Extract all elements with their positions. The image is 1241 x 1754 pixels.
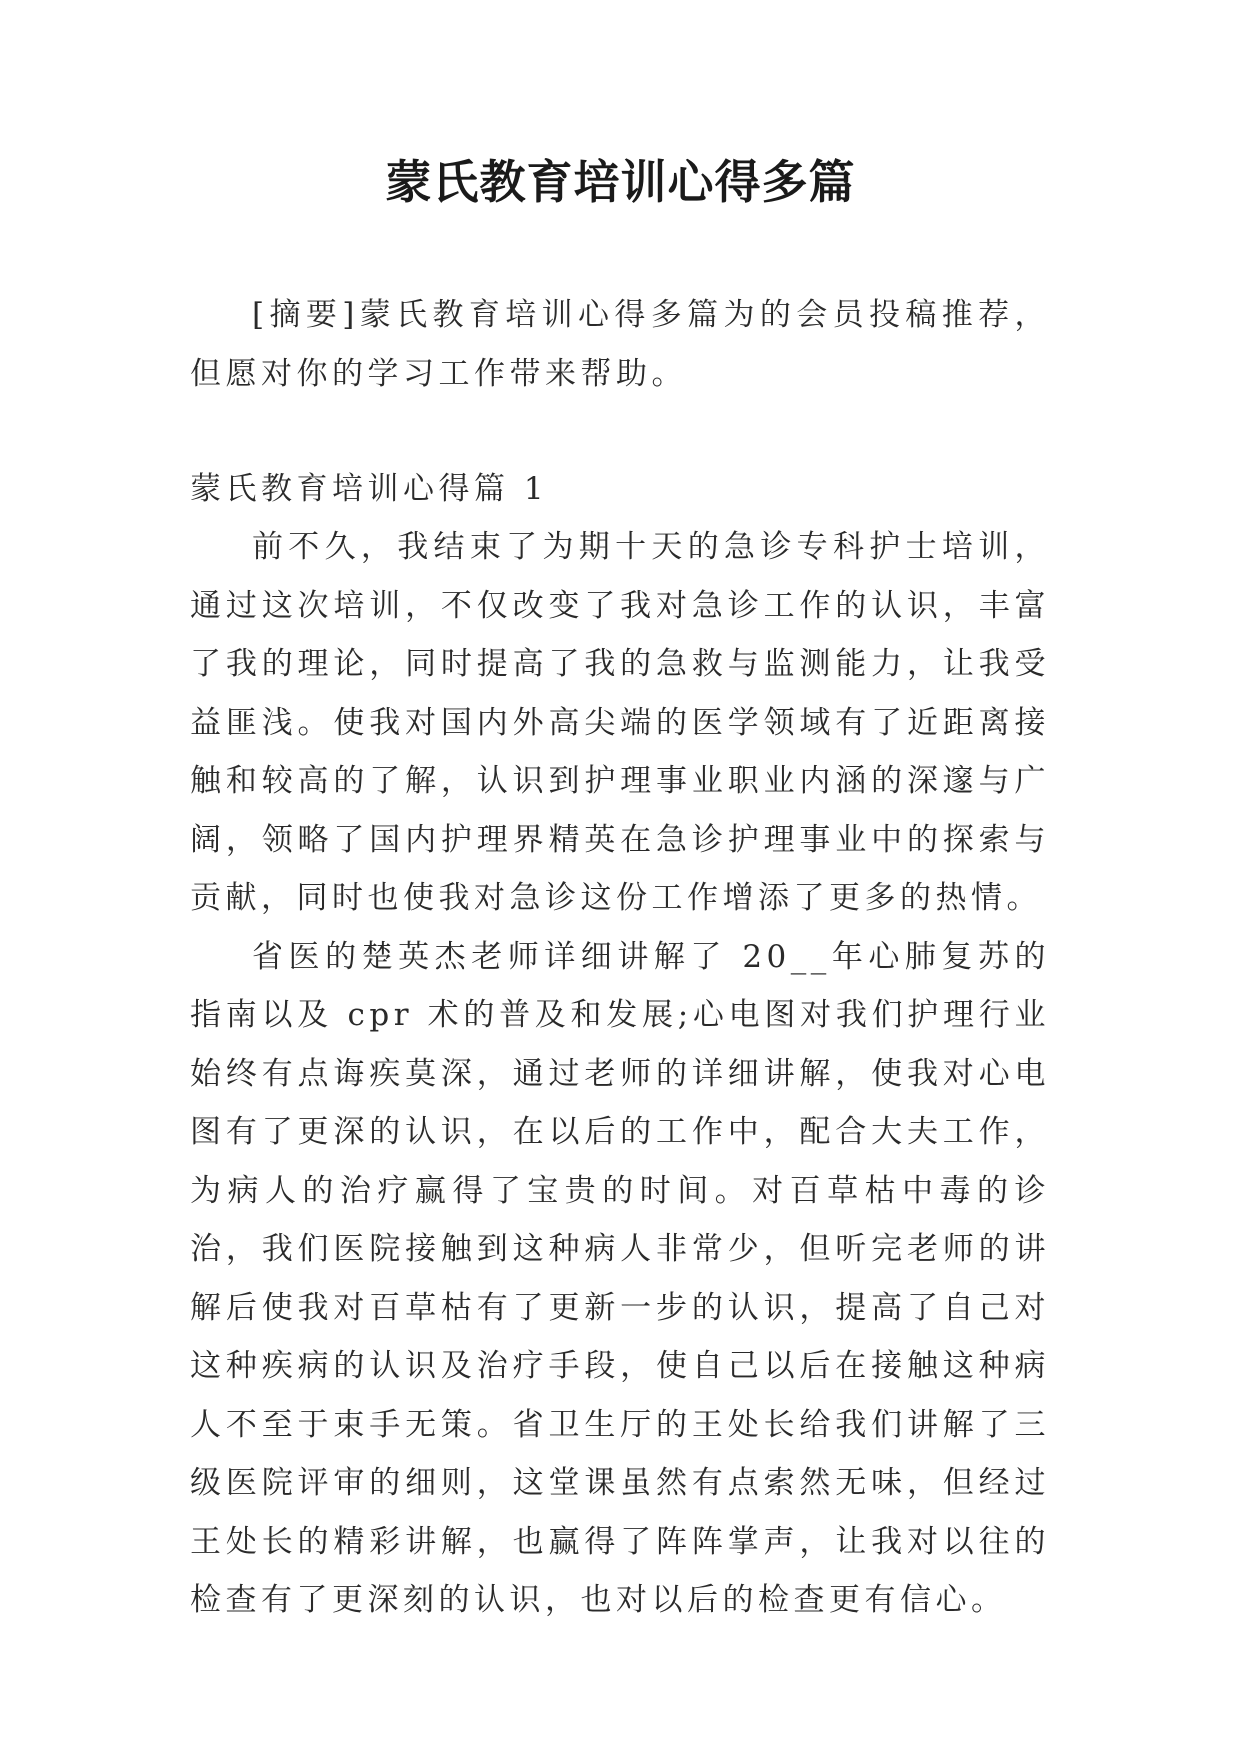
abstract-paragraph: [摘要]蒙氏教育培训心得多篇为的会员投稿推荐，但愿对你的学习工作带来帮助。: [190, 297, 1050, 392]
section-heading: 蒙氏教育培训心得篇 1: [190, 471, 549, 507]
body-paragraph-1: 前不久，我结束了为期十天的急诊专科护士培训，通过这次培训，不仅改变了我对急诊工作的认识，丰富了我的理论，同时提高了我的急救与监测能力，让我受益匪浅。使我对国内外高尖端的医学领域有了近距离接触和较高的了解，认识到护理事业职业内涵的深邃与广阔，领略了国内护理界精英在急诊护理事业中的探索与贡献，同时也使我对急诊这份工作增添了更多的热情。: [190, 529, 1050, 916]
body-paragraph-2: 省医的楚英杰老师详细讲解了 20__年心肺复苏的指南以及 cpr 术的普及和发展;心电图对我们护理行业始终有点诲疾莫深，通过老师的详细讲解，使我对心电图有了更深的认识，在以后的工作中，配合大夫工作，为病人的治疗赢得了宝贵的时间。对百草枯中毒的诊治，我们医院接触到这种病人非常少，但听完老师的讲解后使我对百草枯有了更新一步的认识，提高了自己对这种疾病的认识及治疗手段，使自己以后在接触这种病人不至于束手无策。省卫生厅的王处长给我们讲解了三级医院评审的细则，这堂课虽然有点索然无味，但经过王处长的精彩讲解，也赢得了阵阵掌声，让我对以往的检查有了更深刻的认识，也对以后的检查更有信心。: [190, 938, 1050, 1618]
document-title: 蒙氏教育培训心得多篇: [385, 155, 856, 209]
section-body: [190, 518, 1050, 1630]
